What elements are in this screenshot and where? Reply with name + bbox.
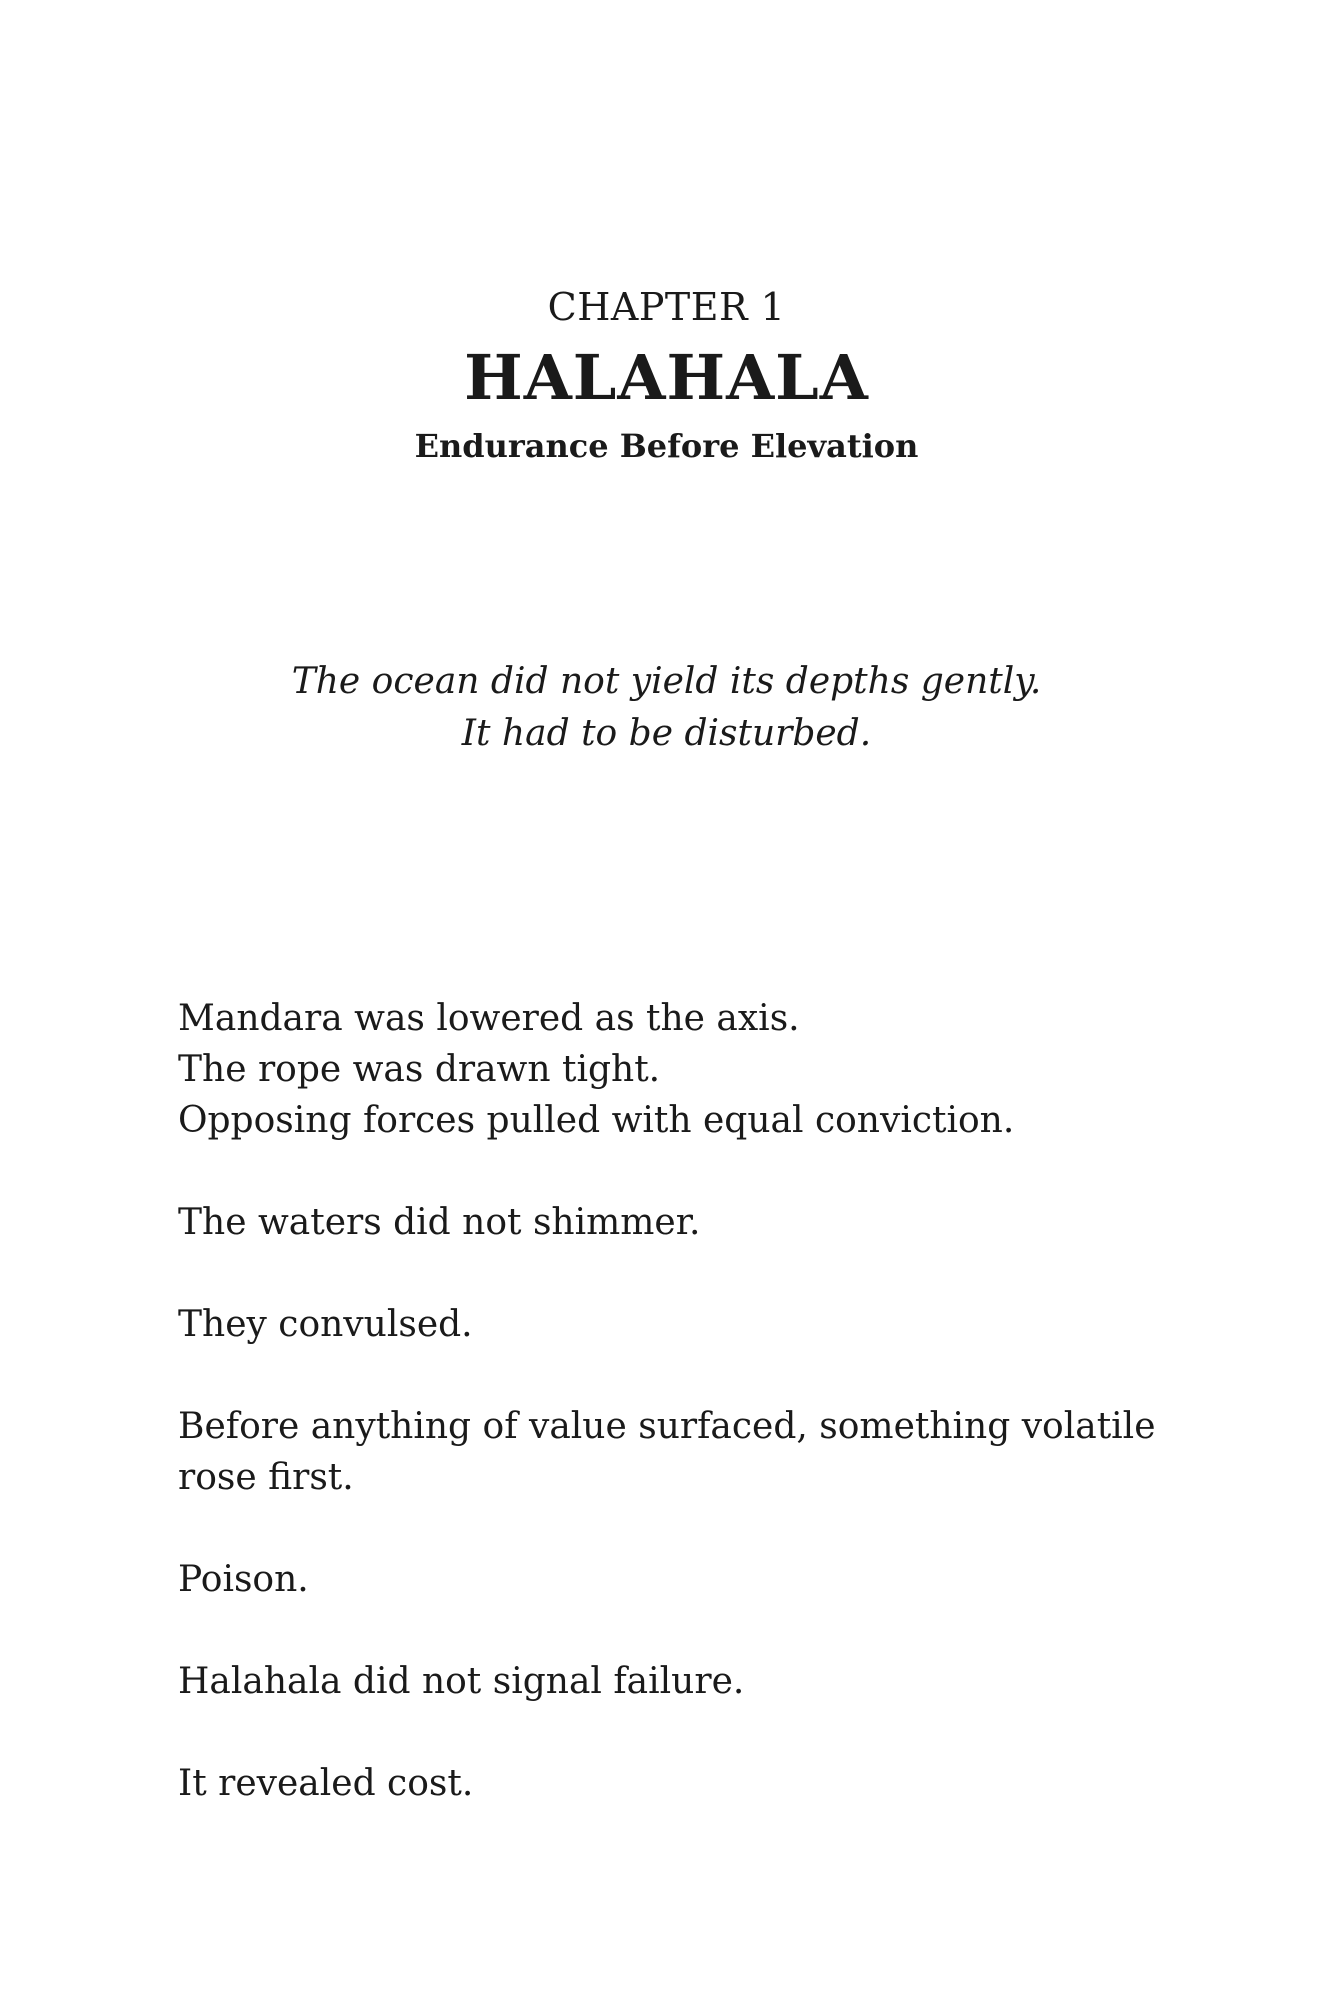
chapter-heading — [0, 278, 1333, 472]
text-line: They convulsed. — [178, 1304, 473, 1345]
body-text — [178, 993, 1158, 1860]
chapter-title: HALAHALA — [464, 341, 869, 414]
paragraph — [178, 1656, 1158, 1707]
epigraph — [0, 656, 1333, 760]
text-line: It revealed cost. — [178, 1763, 474, 1804]
chapter-number: CHAPTER 1 — [547, 285, 786, 329]
epigraph-line: The ocean did not yield its depths gently. — [291, 661, 1042, 702]
paragraph — [178, 1197, 1158, 1248]
paragraph — [178, 1299, 1158, 1350]
text-line: rose first. — [178, 1457, 354, 1498]
chapter-subtitle: Endurance Before Elevation — [414, 427, 919, 465]
text-line: The waters did not shimmer. — [178, 1202, 701, 1243]
text-line: The rope was drawn tight. — [178, 1049, 661, 1090]
paragraph — [178, 1554, 1158, 1605]
text-line: Opposing forces pulled with equal conviction. — [178, 1100, 1015, 1141]
text-line: Poison. — [178, 1559, 309, 1600]
text-line: Before anything of value surfaced, something volatile — [178, 1406, 1156, 1447]
text-line: Mandara was lowered as the axis. — [178, 998, 800, 1039]
epigraph-line: It had to be disturbed. — [461, 713, 872, 754]
paragraph — [178, 1758, 1158, 1809]
paragraph — [178, 993, 1158, 1146]
text-line: Halahala did not signal failure. — [178, 1661, 745, 1702]
paragraph — [178, 1401, 1158, 1503]
